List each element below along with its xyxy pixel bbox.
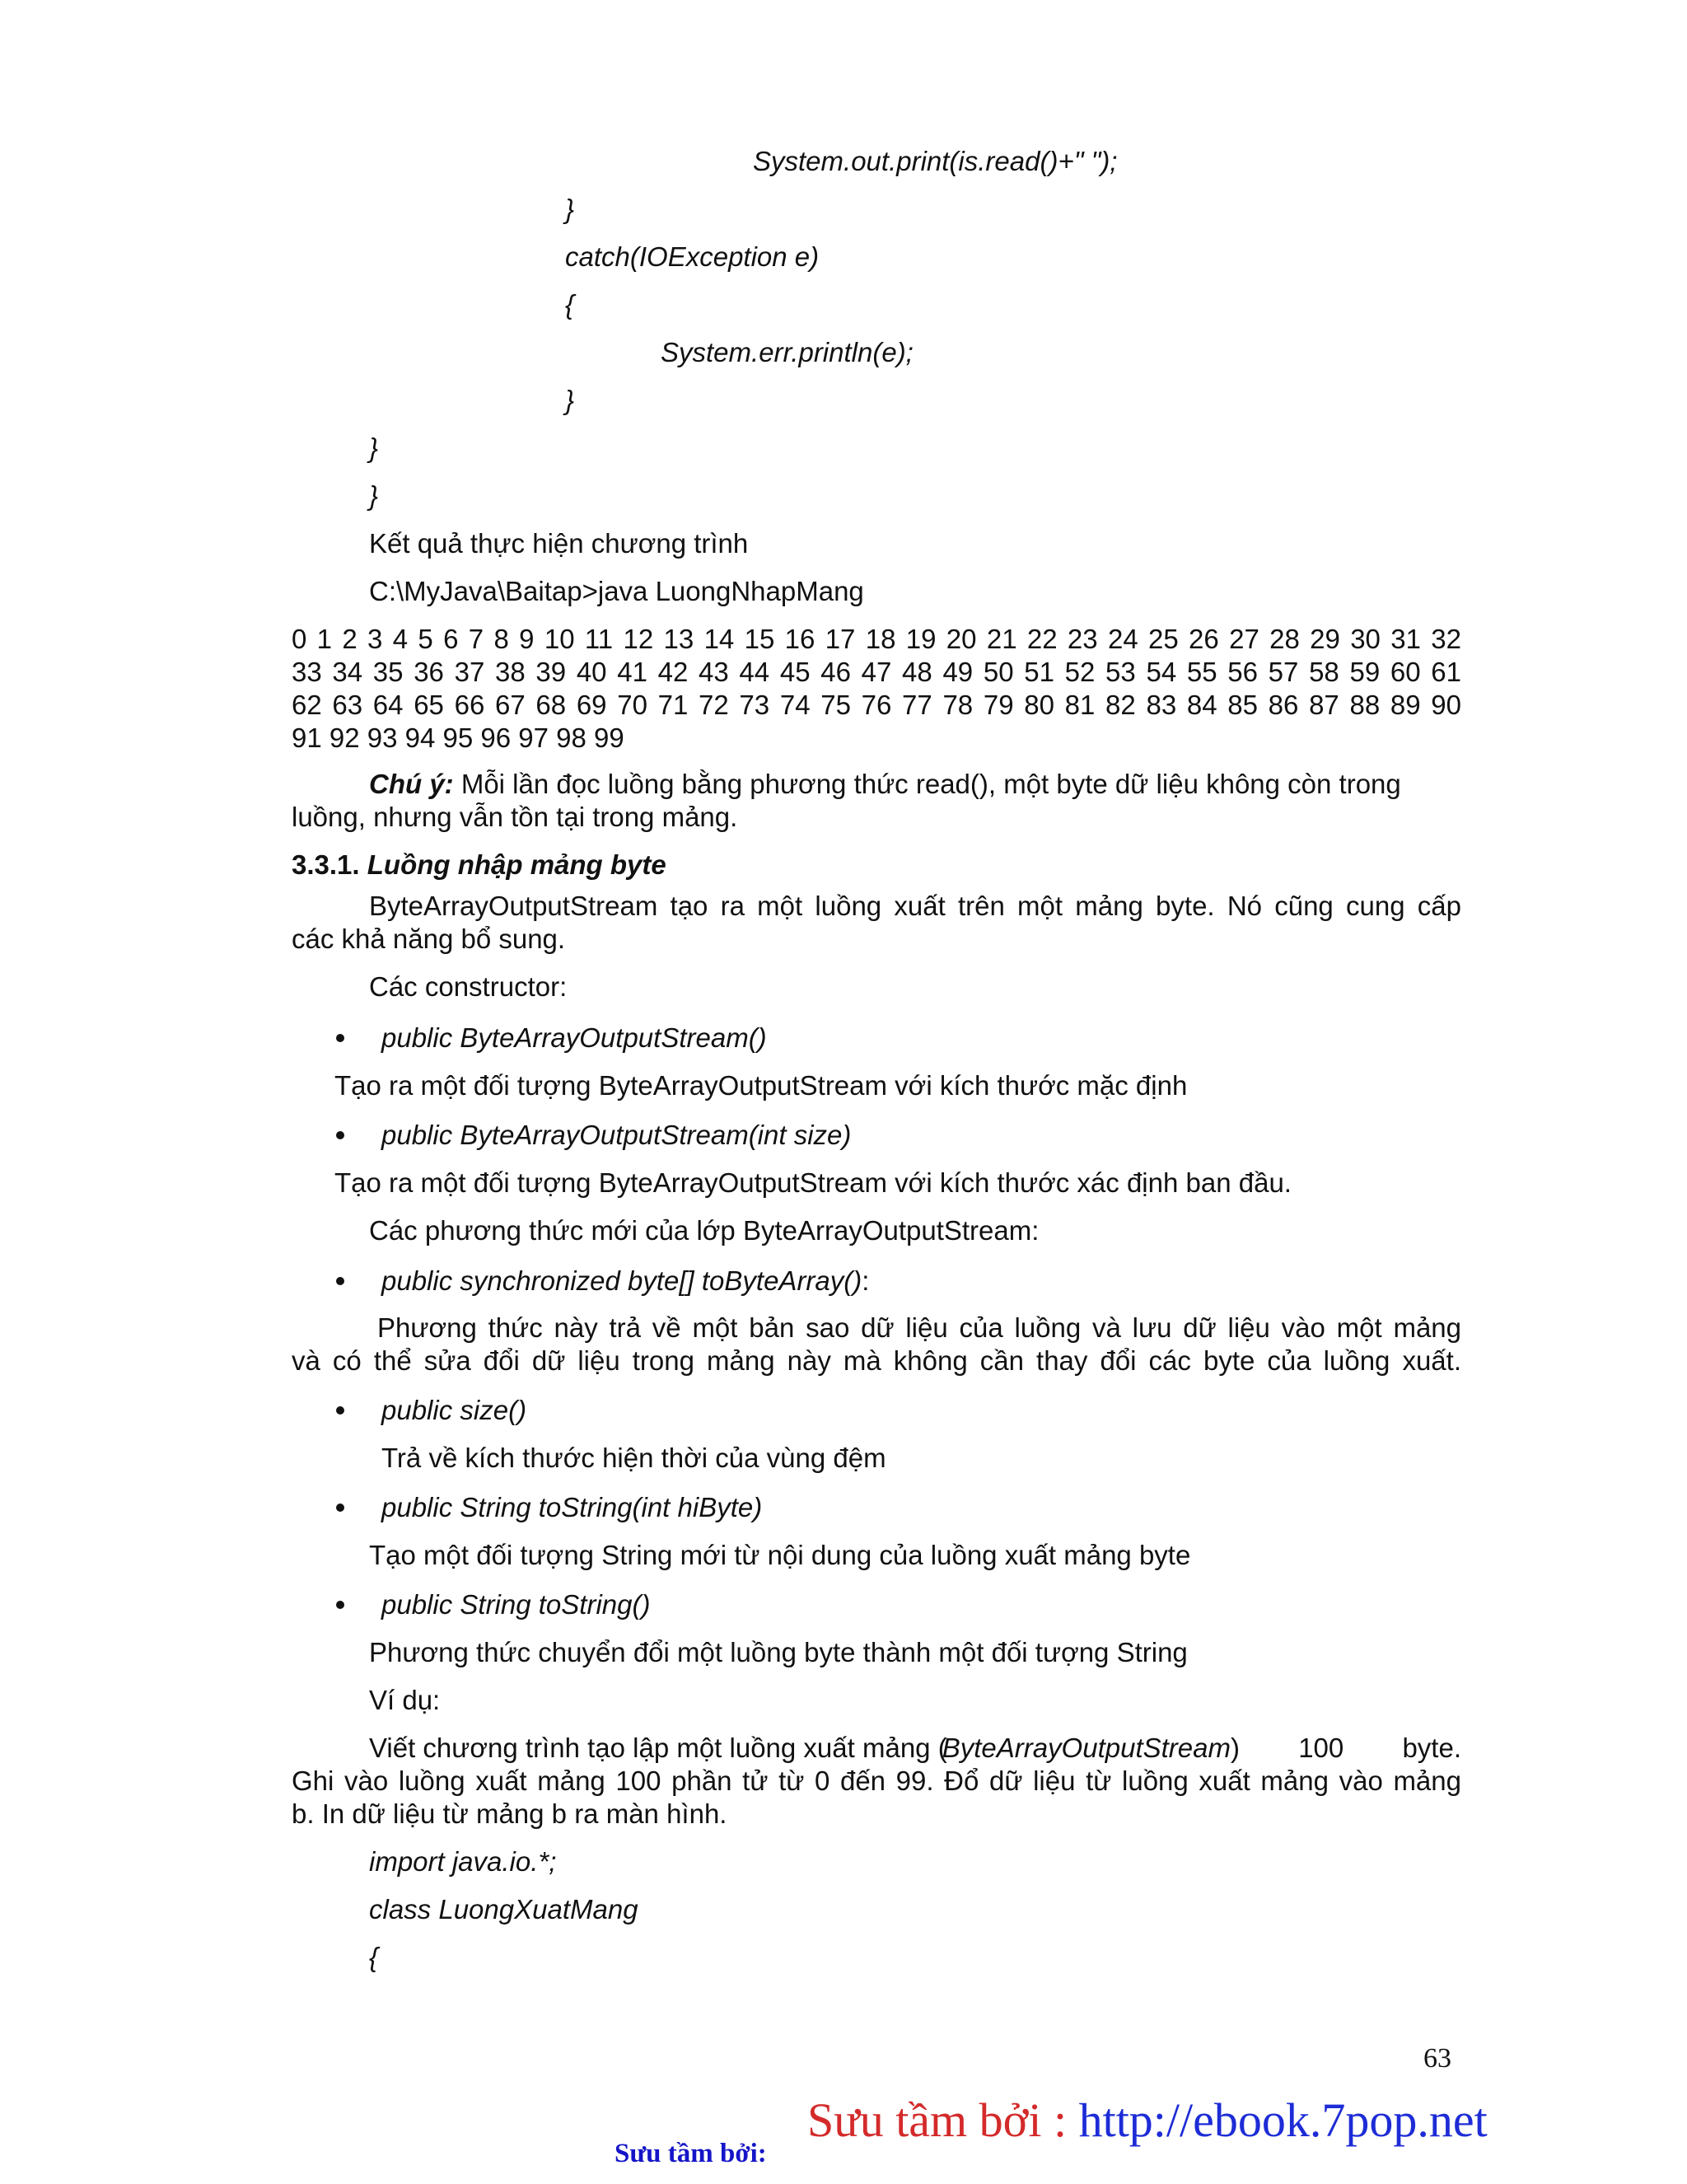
- example-text: ) 100 byte.: [1231, 1733, 1461, 1763]
- code-line: catch(IOException e): [565, 241, 820, 272]
- footer-watermark: [807, 2093, 1488, 2148]
- method-signature: [381, 1265, 869, 1298]
- bullet-icon: [336, 1601, 344, 1609]
- paragraph-line: b. In dữ liệu từ mảng b ra màn hình.: [292, 1798, 727, 1829]
- method-description: Phương thức chuyển đổi một luồng byte thành một đối tượng String: [369, 1637, 1188, 1667]
- example-label: Ví dụ:: [369, 1685, 441, 1715]
- method-signature: public size(): [381, 1395, 527, 1425]
- code-line: }: [369, 433, 379, 463]
- paragraph-line: [369, 1732, 1461, 1765]
- bullet-icon: [336, 1034, 344, 1042]
- output-numbers-line: 0 1 2 3 4 5 6 7 8 9 10 11 12 13 14 15 16 17 18 19 20 21 22 23 24 25 26 27 28 29 30 31 32: [292, 624, 1461, 654]
- footer-text: Sưu tầm bởi :: [807, 2093, 1079, 2147]
- code-line: {: [369, 1942, 379, 1972]
- result-heading: Kết quả thực hiện chương trình: [369, 528, 749, 559]
- paragraph-line: các khả năng bổ sung.: [292, 924, 566, 954]
- note-text: Mỗi lần đọc luồng bằng phương thức read(), một byte dữ liệu không còn trong: [453, 769, 1401, 799]
- section-title: Luồng nhập mảng byte: [367, 849, 666, 880]
- section-heading: [292, 849, 666, 882]
- output-numbers-line: 33 34 35 36 37 38 39 40 41 42 43 44 45 46 47 48 49 50 51 52 53 54 55 56 57 58 59 60 61: [292, 657, 1461, 687]
- method-description: và có thể sửa đổi dữ liệu trong mảng này mà không cần thay đổi các byte của luồng xuất.: [292, 1345, 1461, 1376]
- paragraph-line: ByteArrayOutputStream tạo ra một luồng xuất trên một mảng byte. Nó cũng cung cấp: [369, 891, 1461, 921]
- bullet-icon: [336, 1131, 344, 1139]
- bullet-icon: [336, 1406, 344, 1415]
- constructors-label: Các constructor:: [369, 971, 568, 1002]
- section-number: 3.3.1.: [292, 849, 360, 880]
- example-classname: ByteArrayOutputStream: [942, 1733, 1231, 1763]
- methods-label: Các phương thức mới của lớp ByteArrayOutputStream:: [369, 1215, 1040, 1246]
- method-description: Phương thức này trả về một bản sao dữ liệu của luồng và lưu dữ liệu vào một mảng: [377, 1312, 1461, 1343]
- constructor-signature: public ByteArrayOutputStream(): [381, 1022, 767, 1053]
- output-numbers-line: 91 92 93 94 95 96 97 98 99: [292, 723, 624, 753]
- footer-url[interactable]: http://ebook.7pop.net: [1078, 2093, 1488, 2147]
- code-line: System.out.print(is.read()+" ");: [753, 146, 1118, 176]
- method-description: Tạo một đối tượng String mới từ nội dung của luồng xuất mảng byte: [369, 1540, 1191, 1570]
- output-numbers-line: 62 63 64 65 66 67 68 69 70 71 72 73 74 75 76 77 78 79 80 81 82 83 84 85 86 87 88 89 90: [292, 690, 1461, 720]
- code-line: import java.io.*;: [369, 1846, 557, 1877]
- method-name: public synchronized byte[] toByteArray(): [381, 1265, 862, 1296]
- code-line: }: [565, 194, 575, 224]
- bullet-icon: [336, 1504, 344, 1512]
- method-description: Trả về kích thước hiện thời của vùng đệm: [381, 1443, 886, 1473]
- constructor-signature: public ByteArrayOutputStream(int size): [381, 1120, 852, 1150]
- code-line: System.err.println(e);: [661, 337, 914, 367]
- method-colon: :: [862, 1265, 870, 1296]
- note-label: Chú ý:: [369, 769, 454, 799]
- method-signature: public String toString(): [381, 1589, 651, 1620]
- example-text: Viết chương trình tạo lập một luồng xuất mảng (: [369, 1733, 947, 1763]
- footer-credit: Sưu tầm bởi:: [615, 2139, 767, 2168]
- code-line: class LuongXuatMang: [369, 1894, 638, 1924]
- constructor-description: Tạo ra một đối tượng ByteArrayOutputStream với kích thước mặc định: [334, 1070, 1188, 1101]
- code-line: {: [565, 289, 575, 320]
- constructor-description: Tạo ra một đối tượng ByteArrayOutputStream với kích thước xác định ban đầu.: [334, 1167, 1292, 1198]
- bullet-icon: [336, 1277, 344, 1285]
- paragraph-line: Ghi vào luồng xuất mảng 100 phần tử từ 0 đến 99. Đổ dữ liệu từ luồng xuất mảng vào mảng: [292, 1765, 1461, 1796]
- code-line: }: [369, 480, 379, 511]
- code-line: }: [565, 385, 575, 415]
- note-line: [369, 768, 1401, 801]
- note-line: luồng, nhưng vẫn tồn tại trong mảng.: [292, 802, 738, 832]
- command-line: C:\MyJava\Baitap>java LuongNhapMang: [369, 576, 864, 606]
- page-number: 63: [1423, 2043, 1451, 2074]
- method-signature: public String toString(int hiByte): [381, 1492, 763, 1522]
